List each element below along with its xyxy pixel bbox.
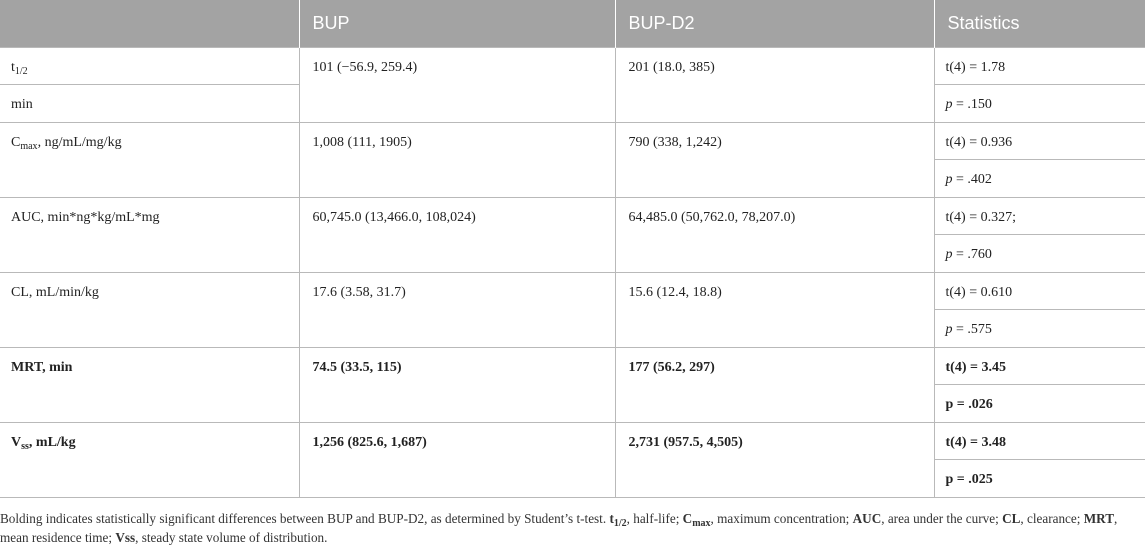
bup-d2-value: 15.6 (12.4, 18.8): [615, 273, 934, 348]
footnote-vss: Vss: [115, 530, 136, 545]
table-row: [0, 423, 1145, 460]
p-value: p = .575: [934, 310, 1145, 348]
header-row: [0, 0, 1145, 48]
table-footnote: [0, 509, 1140, 547]
t-statistic: t(4) = 3.45: [934, 348, 1145, 385]
footnote-intro: Bolding indicates statistically significant differences between BUP and BUP-D2, as determined by Student’s t-test.: [0, 511, 610, 526]
bup-d2-value: 201 (18.0, 385): [615, 48, 934, 123]
bup-d2-value: 177 (56.2, 297): [615, 348, 934, 423]
bup-value: 1,008 (111, 1905): [299, 123, 615, 198]
footnote-cmax: $C_{max}$: [682, 511, 711, 529]
param-cell: $C_{max}$, ng/mL/mg/kg: [0, 123, 299, 198]
table-row: [0, 48, 1145, 85]
param-cell: MRT, min: [0, 348, 299, 423]
bup-value: 1,256 (825.6, 1,687): [299, 423, 615, 498]
table-row: [0, 273, 1145, 310]
p-value: p = .760: [934, 235, 1145, 273]
p-value: p = .025: [934, 460, 1145, 498]
footnote-cl-def: , clearance;: [1020, 511, 1084, 526]
footnote-cmax-def: , maximum concentration;: [710, 511, 853, 526]
footnote-auc: AUC: [852, 511, 882, 526]
bup-value: 60,745.0 (13,466.0, 108,024): [299, 198, 615, 273]
t-statistic: t(4) = 0.327;: [934, 198, 1145, 235]
table-row: [0, 198, 1145, 235]
t-statistic: t(4) = 0.610: [934, 273, 1145, 310]
param-cell: CL, mL/min/kg: [0, 273, 299, 348]
footnote-mrt-def: , mean residence time;: [0, 511, 1118, 545]
table-row: [0, 123, 1145, 160]
footnote-vss-def: , steady state volume of distribution.: [135, 530, 328, 545]
p-value: p = .026: [934, 385, 1145, 423]
footnote-t-half-def: , half-life;: [626, 511, 683, 526]
header-bup-d2: BUP-D2: [615, 0, 934, 48]
p-value: p = .150: [934, 85, 1145, 123]
param-unit: min: [0, 85, 299, 123]
t-statistic: t(4) = 0.936: [934, 123, 1145, 160]
p-value: p = .402: [934, 160, 1145, 198]
header-blank: [0, 0, 299, 48]
bup-d2-value: 790 (338, 1,242): [615, 123, 934, 198]
header-bup: BUP: [299, 0, 615, 48]
header-statistics: Statistics: [934, 0, 1145, 48]
param-cell: AUC, min*ng*kg/mL*mg: [0, 198, 299, 273]
bup-d2-value: 2,731 (957.5, 4,505): [615, 423, 934, 498]
param-cell: $V_{ss}$, mL/kg: [0, 423, 299, 498]
table-row: [0, 348, 1145, 385]
bup-value: 101 (−56.9, 259.4): [299, 48, 615, 123]
t-statistic: t(4) = 1.78: [934, 48, 1145, 85]
bup-value: 74.5 (33.5, 115): [299, 348, 615, 423]
bup-d2-value: 64,485.0 (50,762.0, 78,207.0): [615, 198, 934, 273]
footnote-mrt: MRT: [1083, 511, 1115, 526]
footnote-cl: CL: [1002, 511, 1021, 526]
bup-value: 17.6 (3.58, 31.7): [299, 273, 615, 348]
footnote-t-half: $t_{1/2}$: [609, 511, 627, 529]
t-statistic: t(4) = 3.48: [934, 423, 1145, 460]
param-cell: $t_{1/2}$: [0, 48, 299, 85]
footnote-auc-def: , area under the curve;: [881, 511, 1003, 526]
